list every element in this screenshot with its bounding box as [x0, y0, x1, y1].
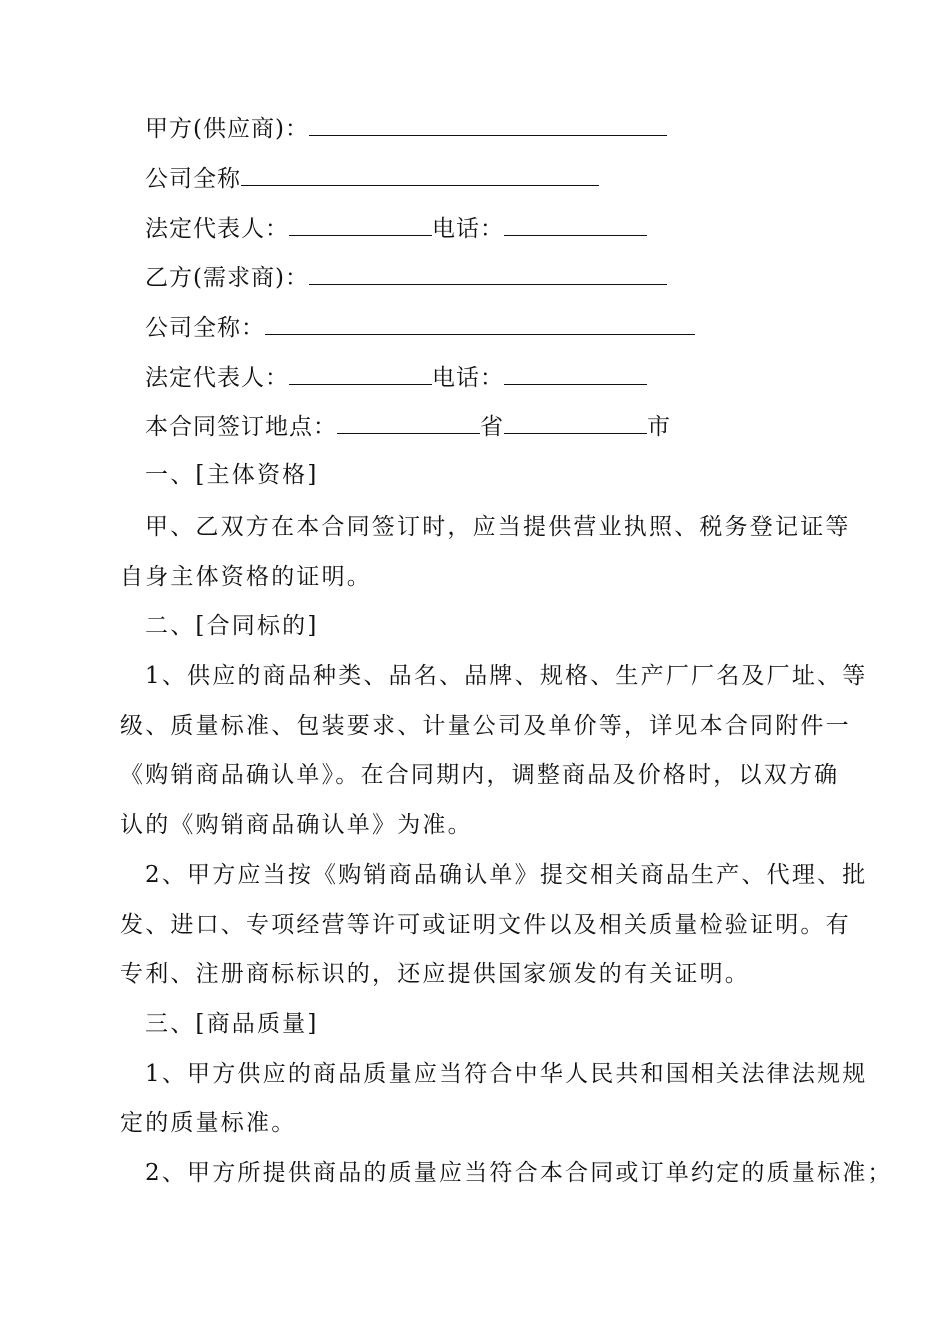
- section-2-para-line: 级、质量标准、包装要求、计量公司及单价等，详见本合同附件一: [120, 713, 851, 739]
- company-b-line: [145, 312, 695, 343]
- party-a-label: 甲方(供应商)：: [145, 116, 309, 142]
- city-blank[interactable]: [504, 411, 647, 434]
- section-3-para-line: 2、甲方所提供商品的质量应当符合本合同或订单约定的质量标准；: [145, 1160, 893, 1186]
- section-3-title: 三、[商品质量]: [145, 1011, 319, 1037]
- party-a-line: [145, 113, 667, 144]
- section-3-para-line: 1、甲方供应的商品质量应当符合中华人民共和国相关法律法规规: [145, 1061, 868, 1087]
- phone-a-label: 电话：: [432, 216, 504, 242]
- section-3-para-line: 定的质量标准。: [120, 1110, 297, 1136]
- phone-b-blank[interactable]: [504, 362, 647, 385]
- party-a-blank[interactable]: [309, 113, 667, 136]
- company-a-line: [145, 163, 599, 194]
- section-1-para-line: 甲、乙双方在本合同签订时，应当提供营业执照、税务登记证等: [145, 514, 851, 540]
- company-b-label: 公司全称：: [145, 315, 265, 341]
- company-b-blank[interactable]: [265, 312, 695, 335]
- party-b-blank[interactable]: [309, 262, 667, 285]
- city-label: 市: [647, 414, 671, 440]
- party-b-line: [145, 262, 667, 293]
- province-label: 省: [480, 414, 504, 440]
- section-2-para-line: 专利、注册商标标识的，还应提供国家颁发的有关证明。: [120, 961, 750, 987]
- section-2-title: 二、[合同标的]: [145, 613, 319, 639]
- legal-rep-b-line: [145, 362, 647, 393]
- sign-place-line: [145, 411, 671, 442]
- legal-rep-a-line: [145, 213, 647, 244]
- legal-rep-b-label: 法定代表人：: [145, 365, 289, 391]
- section-2-para-line: 《购销商品确认单》。在合同期内，调整商品及价格时，以双方确: [120, 762, 840, 788]
- party-b-label: 乙方(需求商)：: [145, 265, 309, 291]
- section-2-para-line: 2、甲方应当按《购销商品确认单》提交相关商品生产、代理、批: [145, 862, 868, 888]
- phone-b-label: 电话：: [432, 365, 504, 391]
- company-a-blank[interactable]: [241, 163, 599, 186]
- section-2-para-line: 1、供应的商品种类、品名、品牌、规格、生产厂厂名及厂址、等: [145, 663, 868, 689]
- legal-rep-a-label: 法定代表人：: [145, 216, 289, 242]
- section-2-para-line: 认的《购销商品确认单》为准。: [120, 812, 473, 838]
- legal-rep-b-blank[interactable]: [289, 362, 432, 385]
- sign-place-label: 本合同签订地点：: [145, 414, 337, 440]
- section-1-title: 一、[主体资格]: [145, 462, 319, 488]
- company-a-label: 公司全称: [145, 166, 241, 192]
- legal-rep-a-blank[interactable]: [289, 213, 432, 236]
- section-1-para-line: 自身主体资格的证明。: [120, 564, 372, 590]
- phone-a-blank[interactable]: [504, 213, 647, 236]
- province-blank[interactable]: [337, 411, 480, 434]
- section-2-para-line: 发、进口、专项经营等许可或证明文件以及相关质量检验证明。有: [120, 912, 851, 938]
